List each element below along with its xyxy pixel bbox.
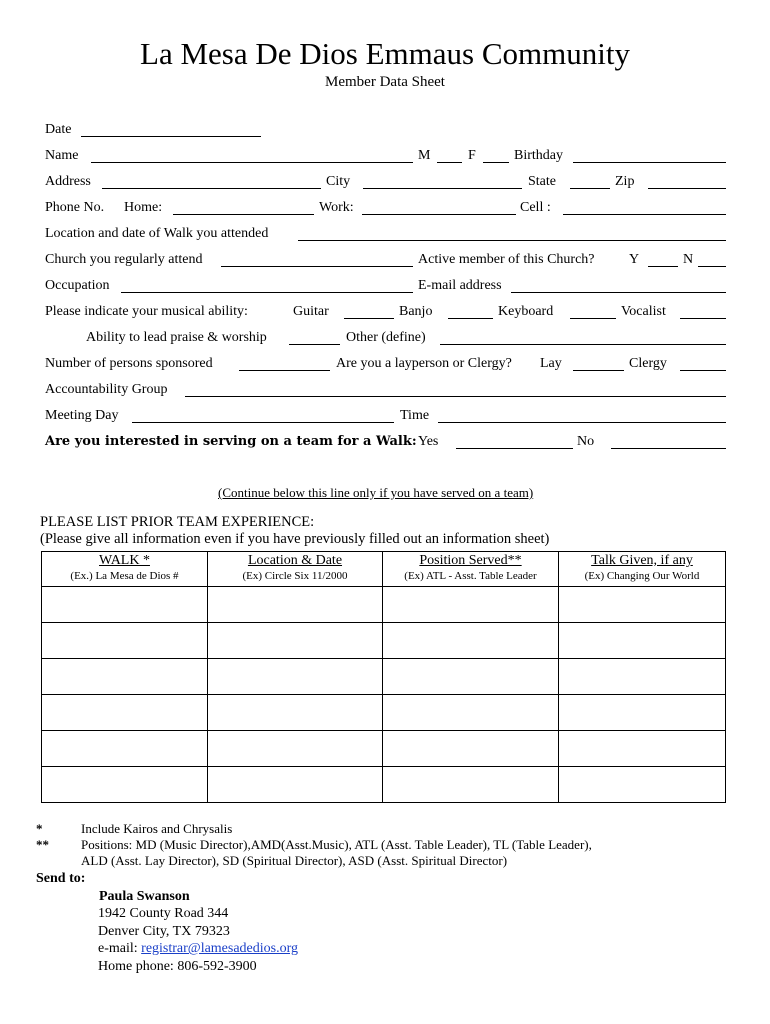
- accountability-field[interactable]: [185, 396, 726, 397]
- table-cell[interactable]: [559, 659, 726, 695]
- address-field[interactable]: [102, 188, 321, 189]
- occupation-field[interactable]: [121, 292, 413, 293]
- table-cell[interactable]: [208, 731, 383, 767]
- email-field[interactable]: [511, 292, 726, 293]
- active-member-label: Active member of this Church?: [418, 252, 595, 267]
- work-phone-label: Work:: [319, 200, 354, 215]
- table-cell[interactable]: [42, 695, 208, 731]
- other-label: Other (define): [346, 330, 426, 345]
- birthday-label: Birthday: [514, 148, 563, 163]
- home-phone-field[interactable]: [173, 214, 314, 215]
- sponsored-field[interactable]: [239, 370, 330, 371]
- table-cell[interactable]: [208, 659, 383, 695]
- banjo-label: Banjo: [399, 304, 433, 319]
- male-field[interactable]: [437, 162, 462, 163]
- city-label: City: [326, 174, 351, 189]
- contact-name: Paula Swanson: [99, 889, 190, 904]
- table-row: [42, 731, 726, 767]
- footnote-positions-line2: ALD (Asst. Lay Director), SD (Spiritual Director), ASD (Asst. Spiritual Director): [81, 853, 508, 868]
- zip-field[interactable]: [648, 188, 726, 189]
- table-cell[interactable]: [383, 767, 559, 803]
- date-field[interactable]: [81, 136, 261, 137]
- serving-yes-field[interactable]: [456, 448, 573, 449]
- contact-city: Denver City, TX 79323: [98, 924, 230, 939]
- vocalist-label: Vocalist: [621, 304, 666, 319]
- female-label: F: [468, 148, 476, 163]
- table-row: [42, 623, 726, 659]
- cell-phone-field[interactable]: [563, 214, 726, 215]
- serving-yes-label: Yes: [418, 434, 439, 449]
- table-cell[interactable]: [559, 587, 726, 623]
- church-field[interactable]: [221, 266, 413, 267]
- keyboard-field[interactable]: [570, 318, 616, 319]
- accountability-label: Accountability Group: [45, 382, 168, 397]
- banjo-field[interactable]: [448, 318, 493, 319]
- walk-location-field[interactable]: [298, 240, 726, 241]
- clergy-field[interactable]: [680, 370, 726, 371]
- lay-field[interactable]: [573, 370, 624, 371]
- state-field[interactable]: [570, 188, 610, 189]
- occupation-label: Occupation: [45, 278, 110, 293]
- table-cell[interactable]: [383, 623, 559, 659]
- church-label: Church you regularly attend: [45, 252, 203, 267]
- experience-heading: PLEASE LIST PRIOR TEAM EXPERIENCE:: [40, 514, 315, 530]
- table-cell[interactable]: [208, 695, 383, 731]
- active-no-field[interactable]: [698, 266, 726, 267]
- cell-phone-label: Cell :: [520, 200, 551, 215]
- table-cell[interactable]: [383, 659, 559, 695]
- location-column-header: Location & Date (Ex) Circle Six 11/2000: [208, 552, 383, 587]
- table-cell[interactable]: [383, 587, 559, 623]
- meeting-day-label: Meeting Day: [45, 408, 119, 423]
- table-cell[interactable]: [208, 767, 383, 803]
- date-label: Date: [45, 122, 72, 137]
- clergy-label: Clergy: [629, 356, 667, 371]
- city-field[interactable]: [363, 188, 522, 189]
- footnote-star-mark: *: [36, 821, 43, 836]
- praise-label: Ability to lead praise & worship: [86, 330, 267, 345]
- contact-email-label: e-mail:: [98, 941, 138, 956]
- active-no-label: N: [683, 252, 694, 267]
- table-cell[interactable]: [383, 695, 559, 731]
- zip-label: Zip: [615, 174, 635, 189]
- name-field[interactable]: [91, 162, 413, 163]
- musical-label: Please indicate your musical ability:: [45, 304, 248, 319]
- sponsored-label: Number of persons sponsored: [45, 356, 213, 371]
- address-label: Address: [45, 174, 91, 189]
- table-cell[interactable]: [559, 623, 726, 659]
- table-cell[interactable]: [559, 767, 726, 803]
- layperson-label: Are you a layperson or Clergy?: [336, 356, 512, 371]
- keyboard-label: Keyboard: [498, 304, 554, 319]
- guitar-label: Guitar: [293, 304, 329, 319]
- table-cell[interactable]: [42, 731, 208, 767]
- walk-column-header: WALK * (Ex.) La Mesa de Dios #: [42, 552, 208, 587]
- footnote-kairos: Include Kairos and Chrysalis: [81, 821, 233, 836]
- home-phone-label: Home:: [124, 200, 163, 215]
- work-phone-field[interactable]: [362, 214, 516, 215]
- meeting-day-field[interactable]: [132, 422, 394, 423]
- contact-email-link[interactable]: registrar@lamesadedios.org: [141, 941, 299, 956]
- talk-column-header: Talk Given, if any (Ex) Changing Our World: [559, 552, 726, 587]
- experience-instruction: (Please give all information even if you have previously filled out an information sheet): [40, 531, 550, 547]
- active-yes-field[interactable]: [648, 266, 678, 267]
- send-to-label: Send to:: [36, 871, 86, 886]
- active-yes-label: Y: [629, 252, 640, 267]
- footnote-double-star-mark: **: [36, 837, 49, 852]
- state-label: State: [528, 174, 556, 189]
- birthday-field[interactable]: [573, 162, 726, 163]
- footnote-positions-line1: Positions: MD (Music Director),AMD(Asst.Music), ATL (Asst. Table Leader), TL (Table Leader),: [81, 837, 592, 852]
- name-label: Name: [45, 148, 79, 163]
- table-cell[interactable]: [208, 623, 383, 659]
- table-cell[interactable]: [208, 587, 383, 623]
- experience-table: [41, 551, 726, 803]
- contact-home-phone: Home phone: 806-592-3900: [98, 959, 257, 974]
- page-title: La Mesa De Dios Emmaus Community: [140, 36, 630, 71]
- position-column-header: Position Served** (Ex) ATL - Asst. Table Leader: [383, 552, 559, 587]
- email-label: E-mail address: [418, 278, 502, 293]
- lay-label: Lay: [540, 356, 562, 371]
- praise-field[interactable]: [289, 344, 340, 345]
- male-label: M: [418, 148, 431, 163]
- phone-label: Phone No.: [45, 200, 105, 215]
- table-cell[interactable]: [42, 659, 208, 695]
- table-cell[interactable]: [383, 731, 559, 767]
- table-cell[interactable]: [42, 767, 208, 803]
- contact-street: 1942 County Road 344: [98, 906, 229, 921]
- serving-no-field[interactable]: [611, 448, 726, 449]
- vocalist-field[interactable]: [680, 318, 726, 319]
- contact-email-row: [98, 941, 298, 957]
- page-subtitle: Member Data Sheet: [325, 74, 445, 90]
- table-row: [42, 695, 726, 731]
- serving-no-label: No: [577, 434, 595, 449]
- time-field[interactable]: [438, 422, 726, 423]
- table-row: [42, 659, 726, 695]
- table-header-row: [42, 552, 726, 587]
- table-row: [42, 767, 726, 803]
- serving-label: Are you interested in serving on a team for a Walk:: [45, 434, 417, 449]
- continue-note: (Continue below this line only if you have served on a team): [218, 485, 534, 500]
- other-field[interactable]: [440, 344, 726, 345]
- time-label: Time: [400, 408, 430, 423]
- table-cell[interactable]: [559, 731, 726, 767]
- walk-location-label: Location and date of Walk you attended: [45, 226, 269, 241]
- table-row: [42, 587, 726, 623]
- table-cell[interactable]: [559, 695, 726, 731]
- table-cell[interactable]: [42, 623, 208, 659]
- table-cell[interactable]: [42, 587, 208, 623]
- female-field[interactable]: [483, 162, 509, 163]
- guitar-field[interactable]: [344, 318, 394, 319]
